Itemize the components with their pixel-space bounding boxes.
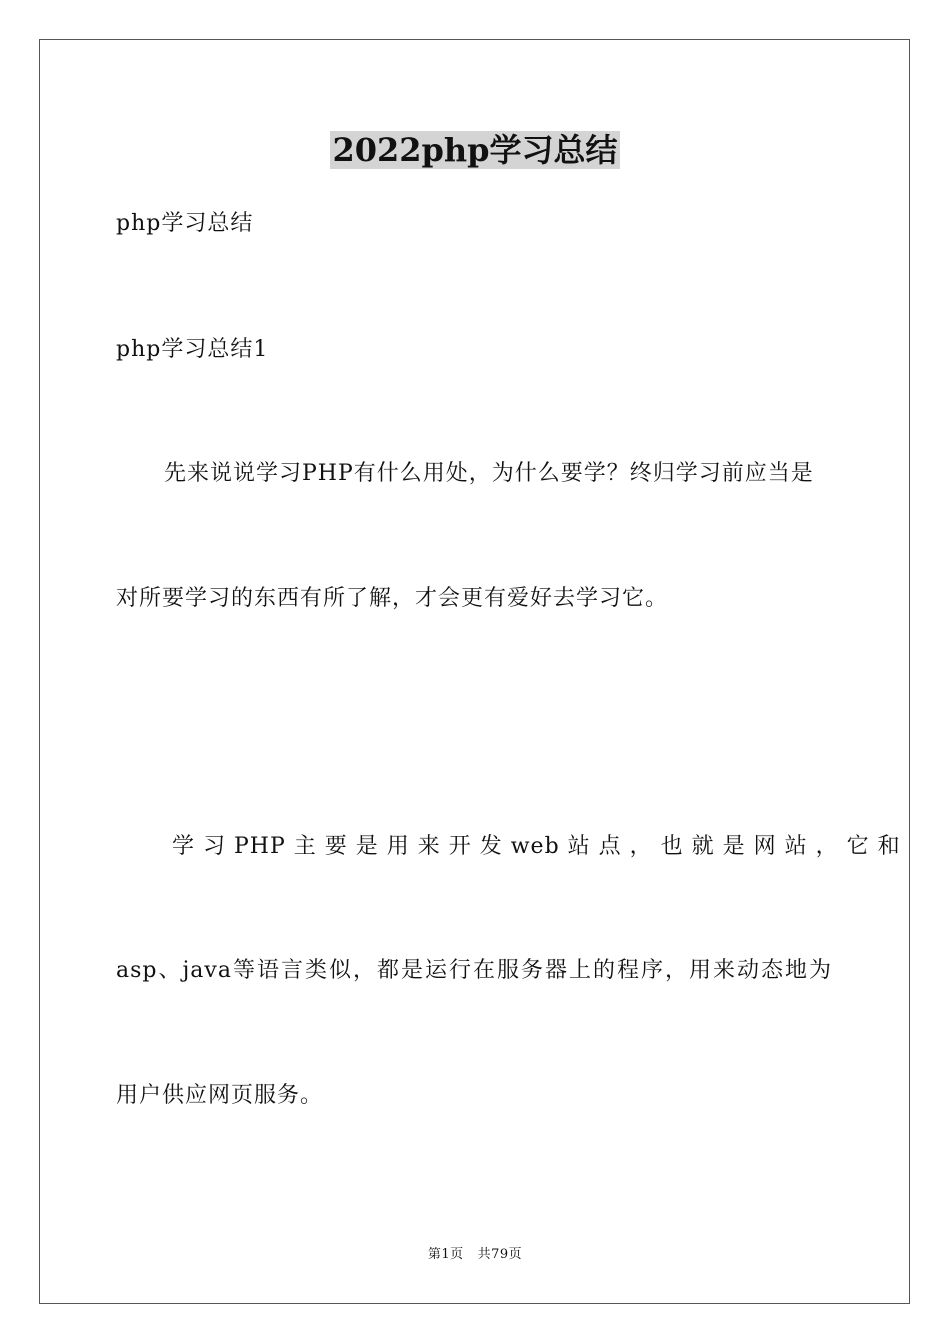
page-total: 共79页 (477, 1247, 523, 1262)
page-footer (0, 1246, 950, 1264)
paragraph-line: asp、java等语言类似，都是运行在服务器上的程序，用来动态地为 (116, 958, 832, 983)
document-title-text: 2022php学习总结 (332, 131, 618, 169)
paragraph-line: 先来说说学习PHP有什么用处，为什么要学？终归学习前应当是 (164, 461, 814, 486)
paragraph-subheading: php学习总结1 (116, 337, 269, 362)
paragraph-line: 学 习 PHP 主 要 是 用 来 开 发 web 站 点 ， 也 就 是 网 站 ， 它 和 (172, 834, 901, 859)
paragraph-line: 对所要学习的东西有所了解，才会更有爱好去学习它。 (116, 586, 669, 611)
document-title (0, 130, 950, 170)
paragraph-line: 用户供应网页服务。 (116, 1083, 324, 1108)
page-number: 第1页 (427, 1247, 464, 1262)
paragraph-heading: php学习总结 (116, 211, 254, 236)
